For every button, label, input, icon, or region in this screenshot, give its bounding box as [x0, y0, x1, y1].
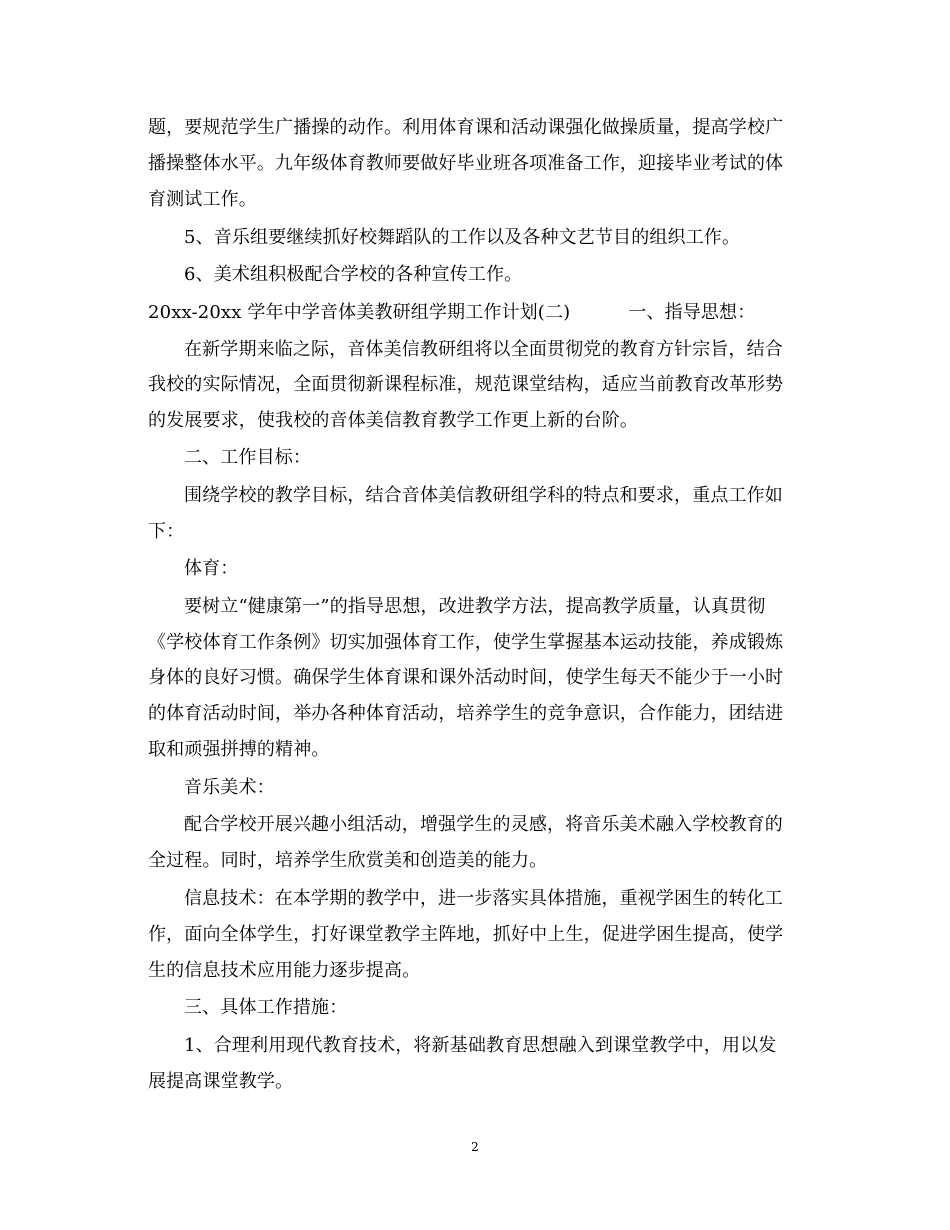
body-text-line: 信息技术：在本学期的教学中，进一步落实具体措施，重视学困生的转化工 — [184, 888, 783, 909]
body-text-line: 育测试工作。 — [148, 189, 257, 210]
subheading: 体育： — [184, 558, 239, 579]
section-heading: 二、工作目标： — [184, 447, 312, 468]
body-text-line: 播操整体水平。九年级体育教师要做好毕业班各项准备工作，迎接毕业考试的体 — [148, 153, 784, 174]
body-text-line: 取和顽强拼搏的精神。 — [148, 739, 330, 760]
body-text-line: 1、合理利用现代教育技术，将新基础教育思想融入到课堂教学中，用以发 — [184, 1035, 777, 1056]
body-text-line: 身体的良好习惯。确保学生体育课和课外活动时间，使学生每天不能少于一小时 — [148, 667, 784, 688]
body-text-line: 5、音乐组要继续抓好校舞蹈队的工作以及各种文艺节目的组织工作。 — [184, 227, 741, 248]
plan-title: 20xx-20xx 学年中学音体美教研组学期工作计划(二) — [148, 302, 571, 323]
body-text-line: 要树立“健康第一”的指导思想，改进教学方法，提高教学质量，认真贯彻 — [184, 596, 766, 617]
body-text-line: 的体育活动时间，举办各种体育活动，培养学生的竞争意识，合作能力，团结进 — [148, 703, 784, 724]
body-text-line: 围绕学校的教学目标，结合音体美信教研组学科的特点和要求，重点工作如 — [184, 485, 783, 506]
body-text-line: 生的信息技术应用能力逐步提高。 — [148, 960, 421, 981]
section-heading: 一、指导思想： — [628, 302, 756, 323]
body-text-line: 展提高课堂教学。 — [148, 1071, 294, 1092]
body-text-line: 题，要规范学生广播操的动作。利用体育课和活动课强化做操质量，提高学校广 — [148, 117, 784, 138]
body-text-line: 《学校体育工作条例》切实加强体育工作，使学生掌握基本运动技能，养成锻炼 — [148, 632, 784, 653]
body-text-line: 我校的实际情况，全面贯彻新课程标准，规范课堂结构，适应当前教育改革形势 — [148, 374, 784, 395]
body-text-line: 下： — [148, 521, 185, 542]
subheading: 音乐美术： — [184, 777, 275, 798]
body-text-line: 全过程。同时，培养学生欣赏美和创造美的能力。 — [148, 850, 548, 871]
plan-title-line — [148, 301, 808, 325]
body-text-line: 作，面向全体学生，打好课堂教学主阵地，抓好中上生，促进学困生提高，使学 — [148, 924, 784, 945]
body-text-line: 6、美术组积极配合学校的各种宣传工作。 — [184, 264, 523, 285]
body-text-line: 的发展要求，使我校的音体美信教育教学工作更上新的台阶。 — [148, 410, 639, 431]
body-text-line: 配合学校开展兴趣小组活动，增强学生的灵感，将音乐美术融入学校教育的 — [184, 814, 783, 835]
body-text-line: 在新学期来临之际，音体美信教研组将以全面贯彻党的教育方针宗旨，结合 — [184, 339, 783, 360]
section-heading: 三、具体工作措施： — [184, 997, 348, 1018]
page-number: 2 — [471, 1140, 479, 1154]
